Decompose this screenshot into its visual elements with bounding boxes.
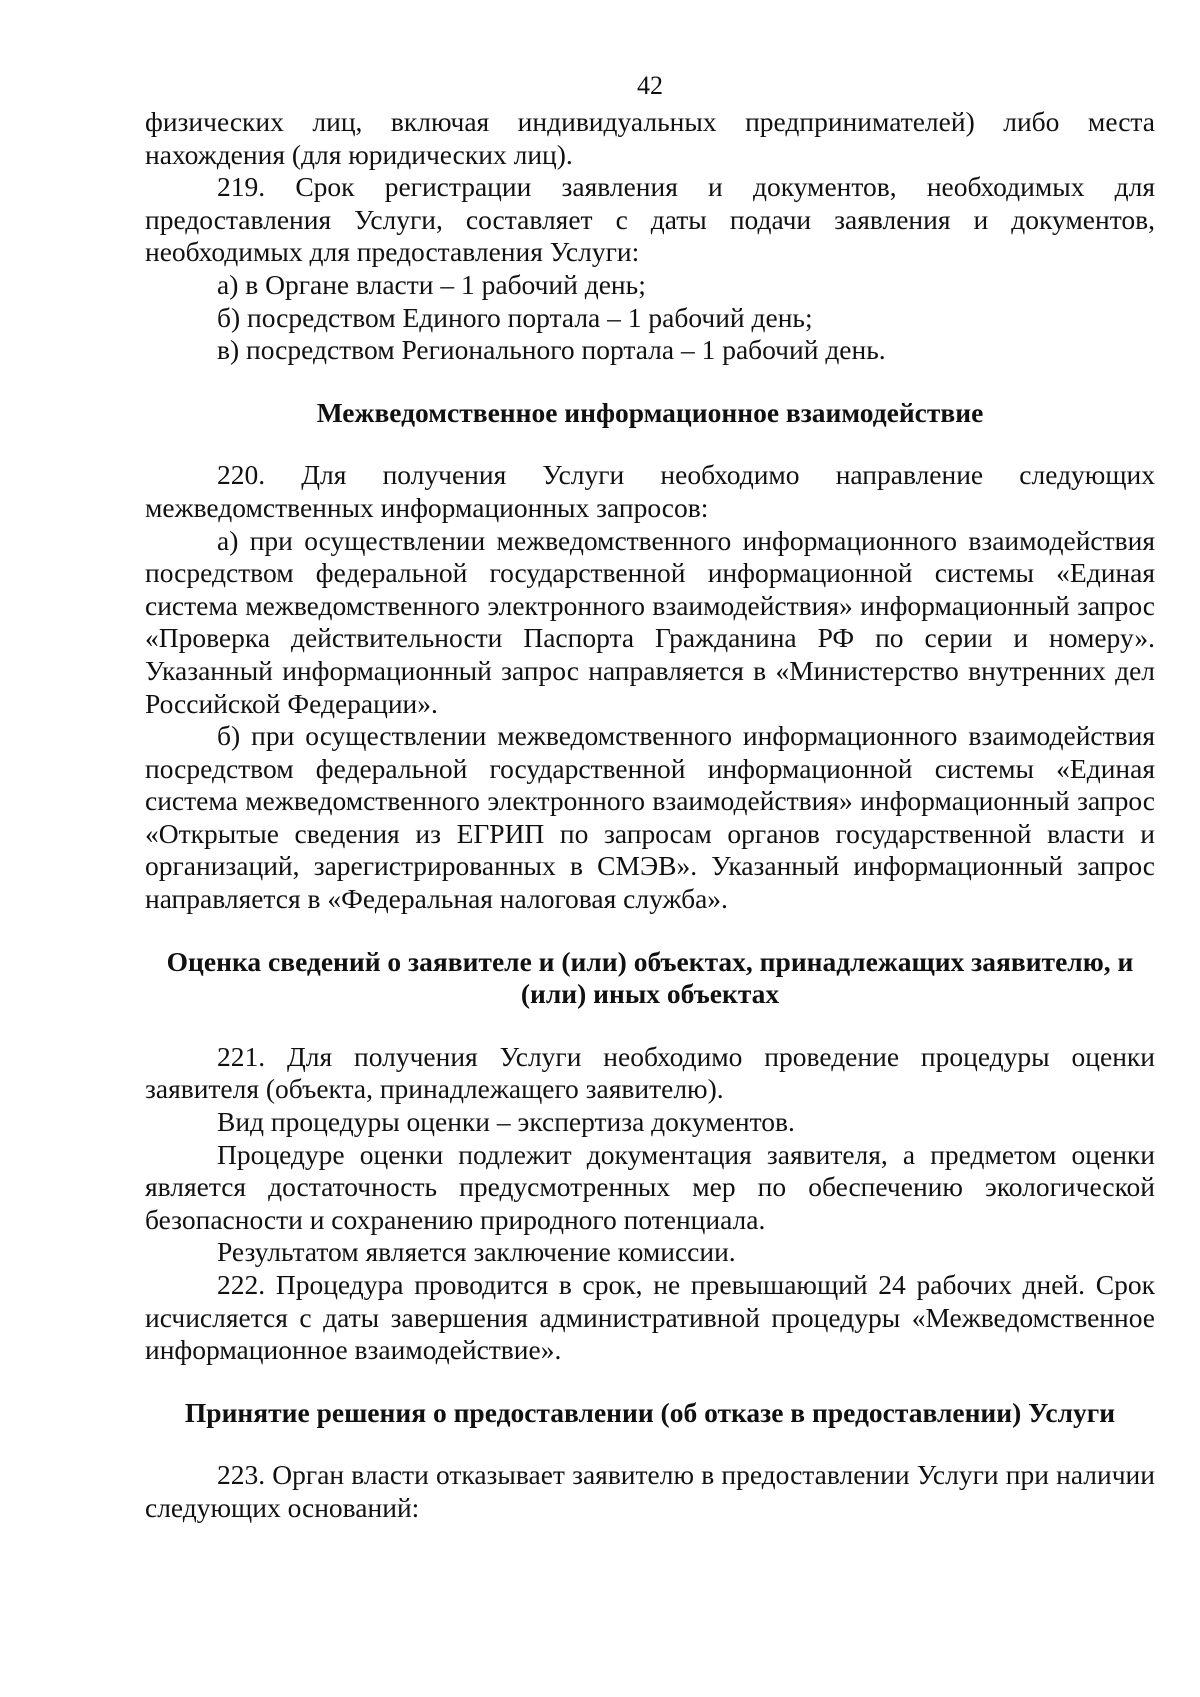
paragraph-219: 219. Срок регистрации заявления и документов, необходимых для предоставления Услуги, составляет с даты подачи заявления и документов, необходимых для предоставления Услуги: (145, 171, 1155, 268)
document-page (145, 70, 1155, 1525)
paragraph-222: 222. Процедура проводится в срок, не превышающий 24 рабочих дней. Срок исчисляется с даты завершения административной процедуры «Межведомственное информационное взаимодействие». (145, 1269, 1155, 1366)
list-item-219a: а) в Органе власти – 1 рабочий день; (217, 268, 646, 300)
paragraph-continuation: физических лиц, включая индивидуальных предпринимателей) либо места нахождения (для юридических лиц). (145, 106, 1155, 170)
paragraph-221: 221. Для получения Услуги необходимо проведение процедуры оценки заявителя (объекта, принадлежащего заявителю). (145, 1040, 1155, 1105)
list-item-220a: а) при осуществлении межведомственного информационного взаимодействия посредством федеральной государственной информационной системы «Единая система межведомственного электронного взаимодействия» информационный запрос «Проверка действительности Паспорта Гражданина РФ по серии и номеру». Указанный информационный запрос направляется в «Министерство внутренних дел Российской Федерации». (145, 524, 1155, 719)
section-heading-decision: Принятие решения о предоставлении (об отказе в предоставлении) Услуги (184, 1396, 1116, 1428)
list-item-219c: в) посредством Регионального портала – 1 рабочий день. (217, 334, 886, 366)
section-heading-assessment: Оценка сведений о заявителе и (или) объектах, принадлежащих заявителю, и (или) иных объектах (166, 945, 1134, 1010)
paragraph-assessment-subject: Процедуре оценки подлежит документация заявителя, а предметом оценки является достаточность предусмотренных мер по обеспечению экологической безопасности и сохранению природного потенциала. (145, 1138, 1155, 1235)
page-number: 42 (637, 71, 663, 100)
list-item-219b: б) посредством Единого портала – 1 рабочий день; (217, 301, 813, 333)
paragraph-assessment-type: Вид процедуры оценки – экспертиза документов. (217, 1106, 795, 1138)
paragraph-220: 220. Для получения Услуги необходимо направление следующих межведомственных информационных запросов: (145, 459, 1155, 523)
section-heading-interagency: Межведомственное информационное взаимодействие (316, 396, 984, 428)
paragraph-223: 223. Орган власти отказывает заявителю в предоставлении Услуги при наличии следующих оснований: (145, 1459, 1155, 1523)
list-item-220b: б) при осуществлении межведомственного информационного взаимодействия посредством федеральной государственной информационной системы «Единая система межведомственного электронного взаимодействия» информационный запрос «Открытые сведения из ЕГРИП по запросам органов государственной власти и организаций, зарегистрированных в СМЭВ». Указанный информационный запрос направляется в «Федеральная налоговая служба». (145, 720, 1155, 915)
paragraph-assessment-result: Результатом является заключение комиссии. (217, 1236, 736, 1268)
